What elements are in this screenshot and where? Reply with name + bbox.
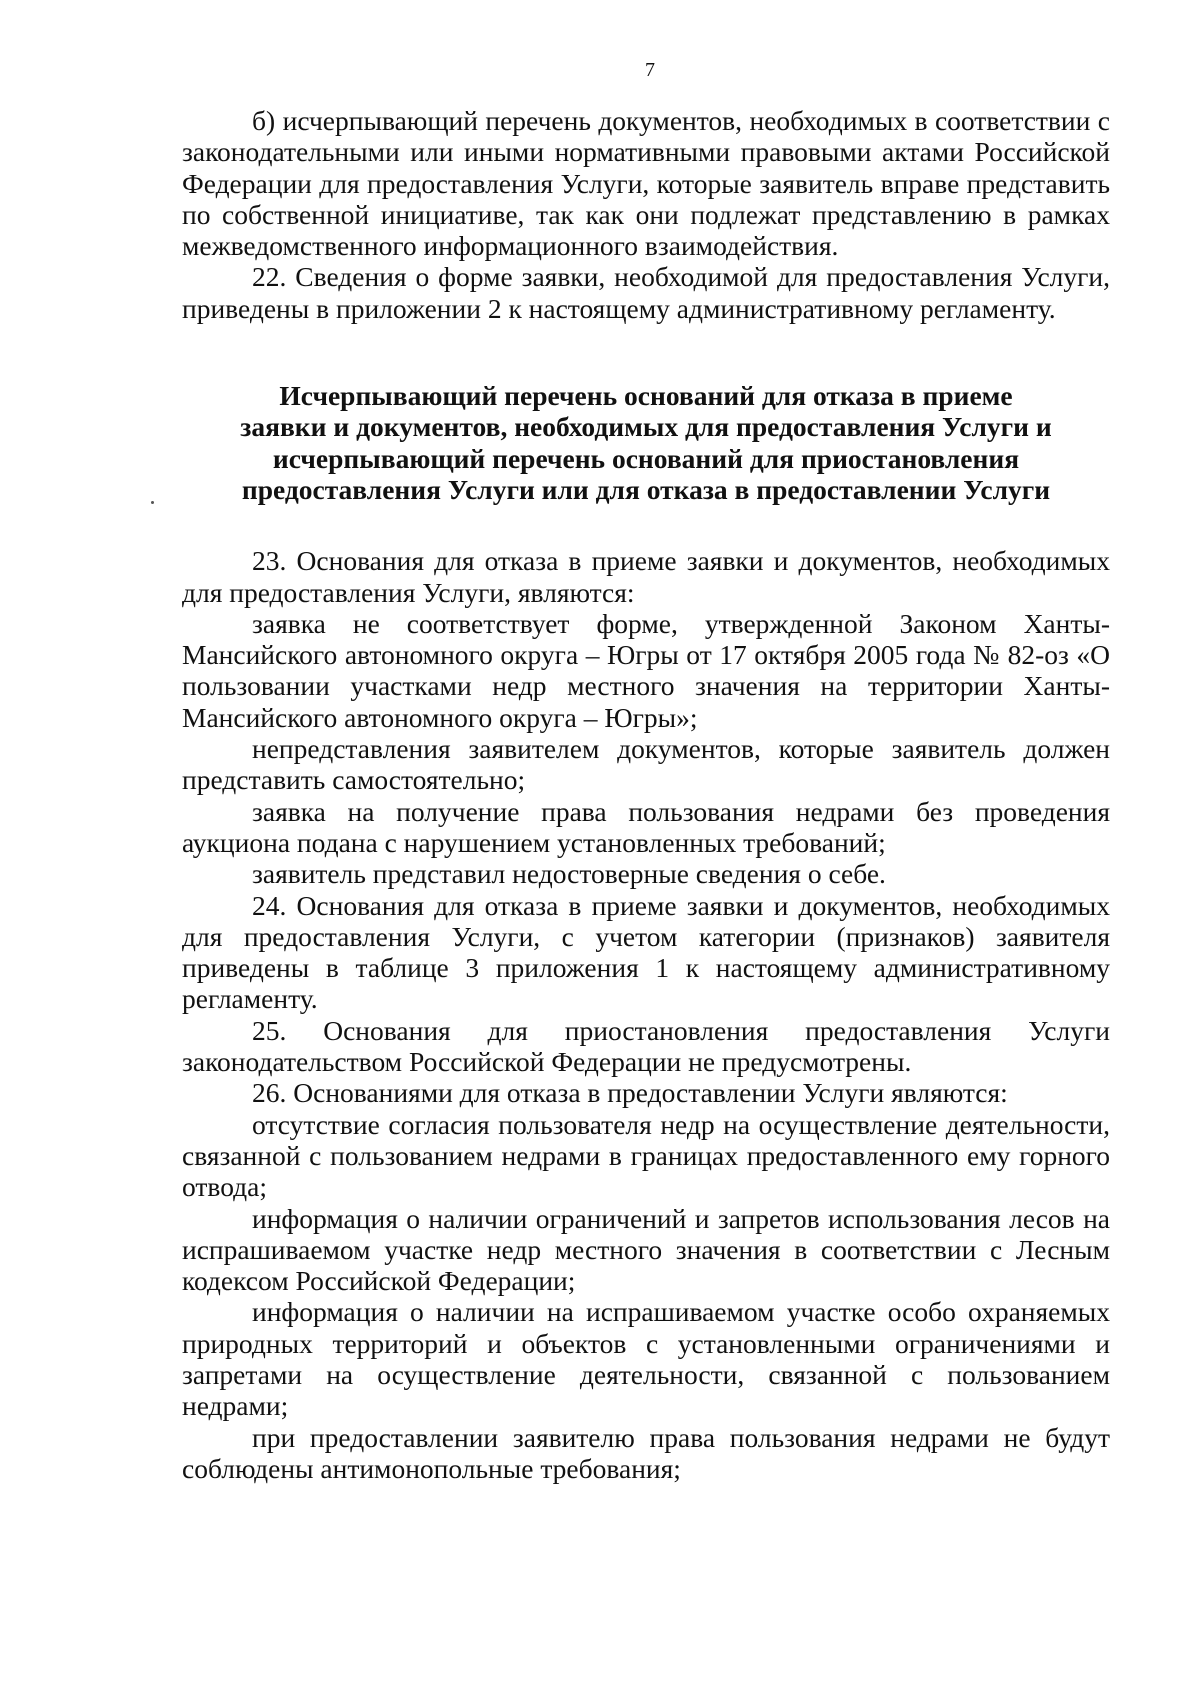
document-body	[182, 105, 1110, 1484]
scan-speck	[151, 501, 154, 504]
paragraph-missing-documents: непредставления заявителем документов, которые заявитель должен представить самостоятельно;	[182, 733, 1110, 796]
paragraph-b-documents: б) исчерпывающий перечень документов, необходимых в соответствии с законодательными или иными нормативными правовыми актами Российской Федерации для предоставления Услуги, которые заявитель вправе представить по собственной инициативе, так как они подлежат представлению в рамках межведомственного информационного взаимодействия.	[182, 105, 1110, 262]
paragraph-forest-restrictions: информация о наличии ограничений и запретов использования лесов на испрашиваемом участке недр местного значения в соответствии с Лесным кодексом Российской Федерации;	[182, 1202, 1110, 1297]
paragraph-protected-territories: информация о наличии на испрашиваемом участке особо охраняемых природных территорий и объектов с установленными ограничениями и запретами на осуществление деятельности, связанной с пользованием недрами;	[182, 1296, 1110, 1422]
paragraph-form-mismatch: заявка не соответствует форме, утвержденной Законом Ханты-Мансийского автономного округа – Югры от 17 октября 2005 года № 82-оз «О пользовании участками недр местного значения на территории Ханты-Мансийского автономного округа – Югры»;	[182, 607, 1110, 733]
page-number: 7	[645, 59, 655, 81]
section-heading	[182, 380, 1110, 505]
paragraph-25: 25. Основания для приостановления предоставления Услуги законодательством Российской Федерации не предусмотрены.	[182, 1014, 1110, 1078]
heading-line: предоставления Услуги или для отказа в предоставлении Услуги	[241, 473, 1051, 505]
heading-line: Исчерпывающий перечень оснований для отказа в приеме	[279, 380, 1013, 412]
heading-line: исчерпывающий перечень оснований для приостановления	[272, 442, 1020, 474]
paragraph-no-consent: отсутствие согласия пользователя недр на осуществление деятельности, связанной с пользованием недрами в границах предоставленного ему горного отвода;	[182, 1108, 1110, 1203]
paragraph-26: 26. Основаниями для отказа в предоставлении Услуги являются:	[252, 1077, 1008, 1109]
paragraph-24: 24. Основания для отказа в приеме заявки и документов, необходимых для предоставления Услуги, с учетом категории (признаков) заявителя приведены в таблице 3 приложения 1 к настоящему административному регламенту.	[182, 889, 1110, 1015]
paragraph-application-violation: заявка на получение права пользования недрами без проведения аукциона подана с нарушением установленных требований;	[182, 795, 1110, 858]
paragraph-antimonopoly: при предоставлении заявителю права пользования недрами не будут соблюдены антимонопольные требования;	[182, 1421, 1110, 1484]
paragraph-22: 22. Сведения о форме заявки, необходимой для предоставления Услуги, приведены в приложении 2 к настоящему административному регламенту.	[182, 261, 1110, 324]
heading-line: заявки и документов, необходимых для предоставления Услуги и	[240, 411, 1052, 443]
paragraph-false-information: заявитель представил недостоверные сведения о себе.	[252, 858, 886, 890]
paragraph-23: 23. Основания для отказа в приеме заявки и документов, необходимых для предоставления Услуги, являются:	[182, 545, 1110, 608]
